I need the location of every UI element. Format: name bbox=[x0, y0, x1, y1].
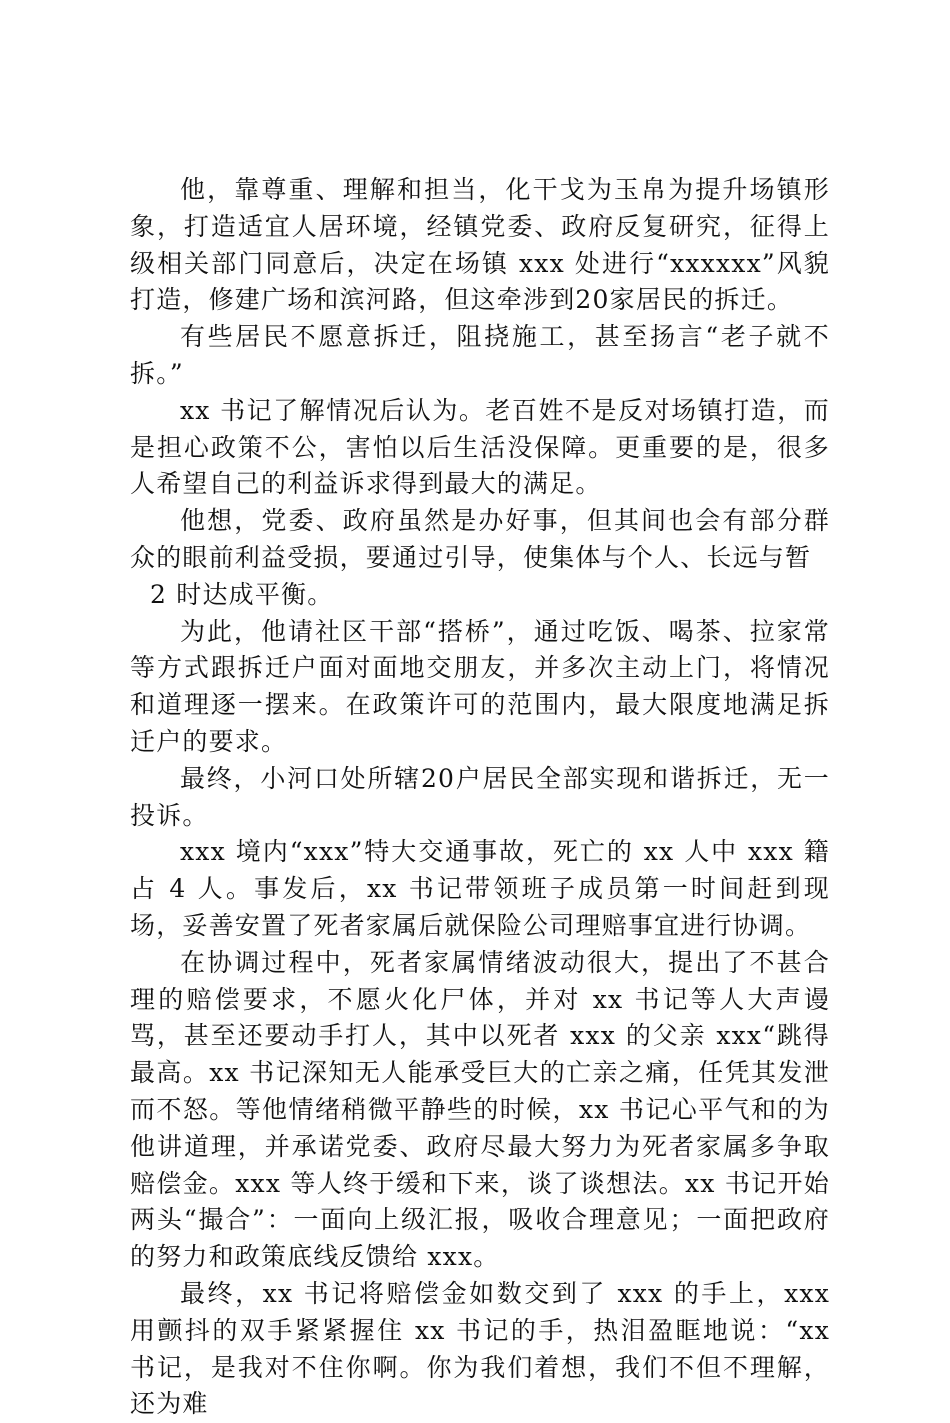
paragraph-7: 最终，小河口处所辖20户居民全部实现和谐拆迁，无一投诉。 bbox=[130, 763, 830, 830]
paragraph-9: 在协调过程中，死者家属情绪波动很大，提出了不甚合理的赔偿要求，不愿火化尸体，并对 xx 书记等人大声谩骂，甚至还要动手打人，其中以死者 xxx 的父亲 xxx“跳得最高。xx 书记深知无人能承受巨大的亡亲之痛，任凭其发泄而不怒。等他情绪稍微平静些的时候，xx 书记心平气和的为他讲道理，并承诺党委、政府尽最大努力为死者家属多争取赔偿金。xxx 等人终于缓和下来，谈了谈想法。xx 书记开始两头“撮合”：一面向上级汇报，吸收合理意见；一面把政府的努力和政策底线反馈给 xxx。 bbox=[130, 947, 830, 1272]
paragraph-5: 2 时达成平衡。 bbox=[150, 579, 334, 609]
paragraph-3: xx 书记了解情况后认为。老百姓不是反对场镇打造，而是担心政策不公，害怕以后生活没保障。更重要的是，很多人希望自己的利益诉求得到最大的满足。 bbox=[130, 395, 830, 499]
paragraph-4: 他想，党委、政府虽然是办好事，但其间也会有部分群众的眼前利益受损，要通过引导，使集体与个人、长远与暂 bbox=[130, 506, 830, 572]
paragraph-10: 最终，xx 书记将赔偿金如数交到了 xxx 的手上，xxx 用颤抖的双手紧紧握住 xx 书记的手，热泪盈眶地说：“xx 书记，是我对不住你啊。你为我们着想，我们不但不理解，还为难 bbox=[130, 1278, 830, 1419]
document-body bbox=[130, 172, 830, 1423]
paragraph-2: 有些居民不愿意拆迁，阻挠施工，甚至扬言“老子就不拆。” bbox=[130, 322, 830, 388]
paragraph-6: 为此，他请社区干部“搭桥”，通过吃饭、喝茶、拉家常等方式跟拆迁户面对面地交朋友，并多次主动上门，将情况和道理逐一摆来。在政策许可的范围内，最大限度地满足拆迁户的要求。 bbox=[130, 616, 830, 756]
paragraph-8: xxx 境内“xxx”特大交通事故，死亡的 xx 人中 xxx 籍占 4 人。事发后，xx 书记带领班子成员第一时间赶到现场，妥善安置了死者家属后就保险公司理赔事宜进行协调。 bbox=[130, 837, 830, 940]
paragraph-1: 他，靠尊重、理解和担当，化干戈为玉帛为提升场镇形象，打造适宜人居环境，经镇党委、政府反复研究，征得上级相关部门同意后，决定在场镇 xxx 处进行“xxxxxx”风貌打造，修建广场和滨河路，但这牵涉到20家居民的拆迁。 bbox=[130, 175, 830, 315]
